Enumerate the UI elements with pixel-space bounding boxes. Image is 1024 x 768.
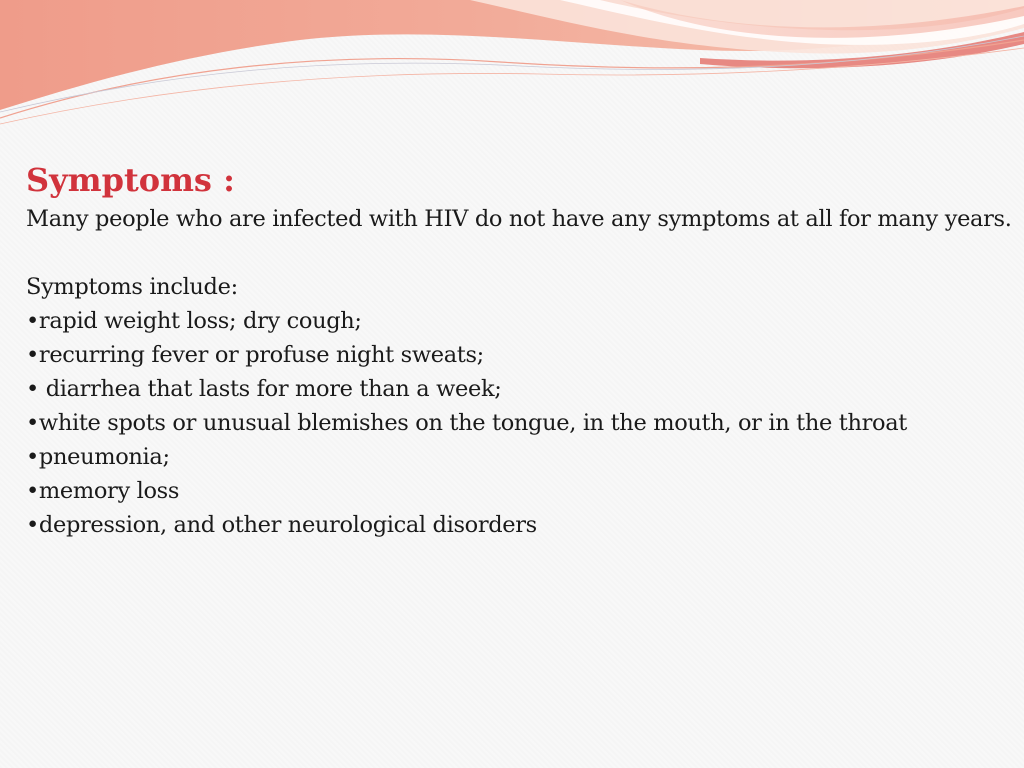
list-item: •pneumonia; [26,444,170,470]
list-item: •memory loss [26,478,180,504]
list-item: •depression, and other neurological disorders [26,512,537,538]
slide-title: Symptoms : [26,161,235,199]
list-heading: Symptoms include: [26,274,238,300]
list-item: • diarrhea that lasts for more than a week; [26,376,502,402]
header-wave-decoration [0,0,1024,130]
intro-paragraph: Many people who are infected with HIV do not have any symptoms at all for many years. [26,206,1012,232]
blank-line [26,236,1022,270]
list-item: •white spots or unusual blemishes on the tongue, in the mouth, or in the throat [26,410,907,436]
list-item: •recurring fever or profuse night sweats; [26,342,484,368]
slide-body [26,158,1022,542]
list-item: •rapid weight loss; dry cough; [26,308,362,334]
